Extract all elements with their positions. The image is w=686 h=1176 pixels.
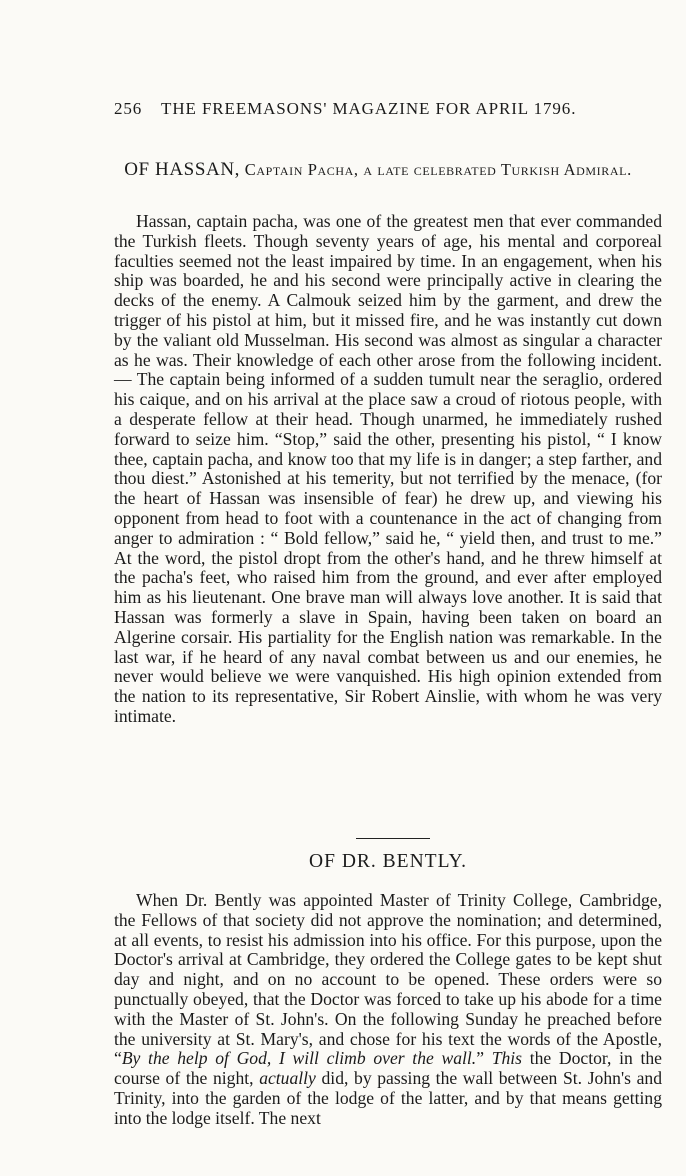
article-title-main: OF HASSAN, bbox=[124, 159, 240, 180]
italic-word: actually bbox=[259, 1068, 316, 1089]
article-paragraph bbox=[114, 891, 662, 1129]
magazine-title: THE FREEMASONS' MAGAZINE FOR APRIL 1796. bbox=[161, 99, 577, 118]
italic-word: This bbox=[491, 1048, 523, 1069]
article-paragraph: Hassan, captain pacha, was one of the greatest men that ever commanded the Turkish fleets. Though seventy years of age, his mental and corporeal faculties seemed not the least impaired by time. In an engagement, when his ship was boarded, he and his second were principally active in clearing the decks of the enemy. A Calmouk seized him by the garment, and drew the trigger of his pistol at him, but it missed fire, and he was instantly cut down by the valiant old Musselman. His second was almost as singular a character as he was. Their knowledge of each other arose from the following incident.— The captain being informed of a sudden tumult near the seraglio, ordered his caique, and on his arrival at the place saw a croud of riotous people, with a desperate fellow at their head. Though unarmed, he immediately rushed forward to seize him. “Stop,” said the other, presenting his pistol, “ I know thee, captain pacha, and know too that my life is in danger; a step farther, and thou diest.” Astonished at his temerity, but not terrified by the menace, (for the heart of Hassan was insensible of fear) he drew up, and viewing his opponent from head to foot with a countenance in the act of changing from anger to admiration : “ Bold fellow,” said he, “ yield then, and trust to me.” At the word, the pistol dropt from the other's hand, and he threw himself at the pacha's feet, who raised him from the ground, and ever after employed him as his lieutenant. One brave man will always love another. It is said that Hassan was formerly a slave in Spain, having been taken on board an Algerine corsair. His partiality for the English nation was remarkable. In the last war, if he heard of any naval combat between us and our enemies, he never would believe we were vanquished. His high opinion extended from the nation to its representative, Sir Robert Ainslie, with whom he was very intimate. bbox=[114, 211, 662, 726]
section-divider bbox=[356, 838, 430, 839]
paragraph-text: did, by passing the wall between St. John's and Trinity, into the garden of the lodge of the latter, and by that means getting into the lodge itself. The next bbox=[114, 1068, 662, 1128]
article-title-bently: OF DR. BENTLY. bbox=[309, 851, 467, 872]
quotation-italic: By the help of God, I will climb over the wall. bbox=[121, 1048, 477, 1069]
running-head bbox=[114, 99, 634, 119]
page-number: 256 bbox=[114, 99, 143, 118]
article-title-hassan bbox=[114, 158, 642, 181]
article-body-bently bbox=[114, 891, 662, 1129]
paragraph-text: When Dr. Bently was appointed Master of Trinity College, Cambridge, the Fellows of that society did not approve the nomination; and determined, at all events, to resist his admission into his office. For this purpose, upon the Doctor's arrival at Cambridge, they ordered the College gates to be kept shut day and night, and on no account to be opened. These orders were so punctually obeyed, that the Doctor was forced to take up his abode for a time with the Master of St. John's. On the following Sunday he preached before the university at St. Mary's, and chose for his text the words of the Apostle, “ bbox=[114, 890, 662, 1069]
article-title-subtitle: Captain Pacha, a late celebrated Turkish Admiral. bbox=[244, 160, 632, 179]
article-body-hassan bbox=[114, 212, 662, 727]
paragraph-text: the Doctor, in the course of the night, bbox=[114, 1048, 662, 1089]
paragraph-text: ” bbox=[476, 1048, 492, 1069]
